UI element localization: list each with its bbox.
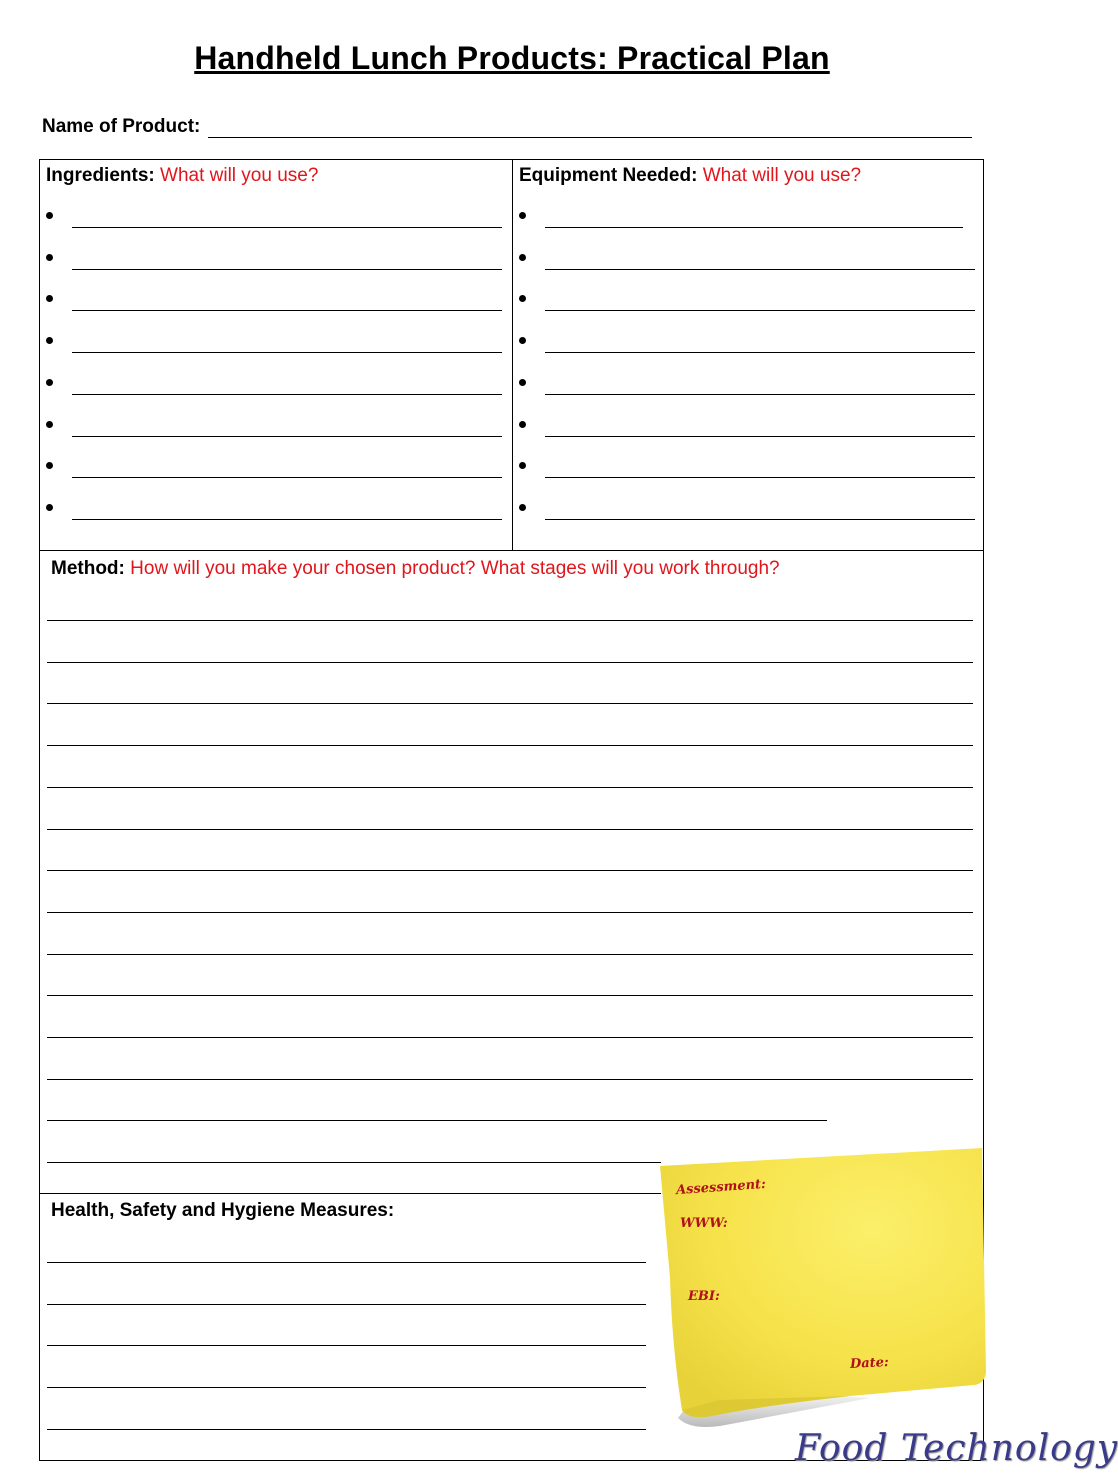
equipment-entry-line[interactable] (545, 476, 975, 478)
ingredient-entry-line[interactable] (72, 268, 502, 270)
ingredient-entry-line[interactable] (72, 393, 502, 395)
method-writing-line[interactable] (47, 702, 973, 704)
method-writing-line[interactable] (47, 744, 973, 746)
date-label: Date: (849, 1354, 890, 1373)
ingredients-prompt: What will you use? (160, 165, 319, 186)
ingredient-entry-line[interactable] (72, 518, 502, 520)
method-writing-line[interactable] (47, 869, 973, 871)
health-safety-writing-line[interactable] (47, 1344, 646, 1346)
health-safety-writing-line[interactable] (47, 1428, 646, 1430)
method-writing-line[interactable] (47, 661, 973, 663)
method-writing-line[interactable] (47, 1036, 973, 1038)
ingredient-bullet (46, 421, 53, 428)
method-label: Method: (51, 558, 125, 579)
ingredient-entry-line[interactable] (72, 351, 502, 353)
equipment-entry-line[interactable] (545, 518, 975, 520)
method-prompt: How will you make your chosen product? What stages will you work through? (130, 558, 780, 579)
equipment-entry-line[interactable] (545, 435, 975, 437)
health-safety-writing-line[interactable] (47, 1386, 646, 1388)
assessment-title: Assessment: (675, 1176, 767, 1199)
section-divider (39, 1193, 661, 1194)
method-writing-line[interactable] (47, 994, 973, 996)
equipment-label: Equipment Needed: (519, 165, 698, 186)
ingredient-bullet (46, 379, 53, 386)
ingredient-bullet (46, 254, 53, 261)
method-writing-line[interactable] (47, 911, 973, 913)
equipment-bullet (519, 379, 526, 386)
page-title: Handheld Lunch Products: Practical Plan (194, 40, 830, 76)
equipment-prompt: What will you use? (702, 165, 862, 186)
column-divider (512, 159, 513, 551)
ingredients-heading (46, 165, 318, 187)
ingredient-entry-line[interactable] (72, 435, 502, 437)
equipment-bullet (519, 504, 526, 511)
health-safety-heading (51, 1200, 394, 1222)
ingredient-bullet (46, 504, 53, 511)
health-safety-writing-line[interactable] (47, 1261, 646, 1263)
equipment-entry-line[interactable] (545, 226, 963, 228)
method-writing-line[interactable] (47, 1119, 827, 1121)
name-of-product-field[interactable] (208, 117, 972, 138)
ingredient-entry-line[interactable] (72, 226, 502, 228)
health-safety-label: Health, Safety and Hygiene Measures: (51, 1200, 395, 1221)
equipment-bullet (519, 254, 526, 261)
ingredients-label: Ingredients: (46, 165, 155, 186)
section-divider (39, 550, 984, 551)
equipment-bullet (519, 212, 526, 219)
method-writing-line[interactable] (47, 1161, 661, 1163)
ebi-label: EBI: (688, 1289, 720, 1304)
ingredient-entry-line[interactable] (72, 309, 502, 311)
equipment-entry-line[interactable] (545, 393, 975, 395)
equipment-entry-line[interactable] (545, 351, 975, 353)
method-writing-line[interactable] (47, 786, 973, 788)
method-writing-line[interactable] (47, 1078, 973, 1080)
ingredient-entry-line[interactable] (72, 476, 502, 478)
method-writing-line[interactable] (47, 953, 973, 955)
health-safety-writing-line[interactable] (47, 1303, 646, 1305)
method-writing-line[interactable] (47, 619, 973, 621)
food-technology-logo: Food Technology (795, 1428, 1118, 1469)
www-label: WWW: (680, 1216, 728, 1231)
ingredient-bullet (46, 212, 53, 219)
equipment-entry-line[interactable] (545, 268, 975, 270)
equipment-heading (519, 165, 861, 187)
equipment-entry-line[interactable] (545, 309, 975, 311)
assessment-sticky-note (660, 1148, 988, 1430)
equipment-bullet (519, 421, 526, 428)
name-of-product-label: Name of Product: (42, 116, 201, 137)
method-heading (51, 558, 780, 580)
name-of-product-row (42, 112, 972, 138)
method-writing-line[interactable] (47, 828, 973, 830)
